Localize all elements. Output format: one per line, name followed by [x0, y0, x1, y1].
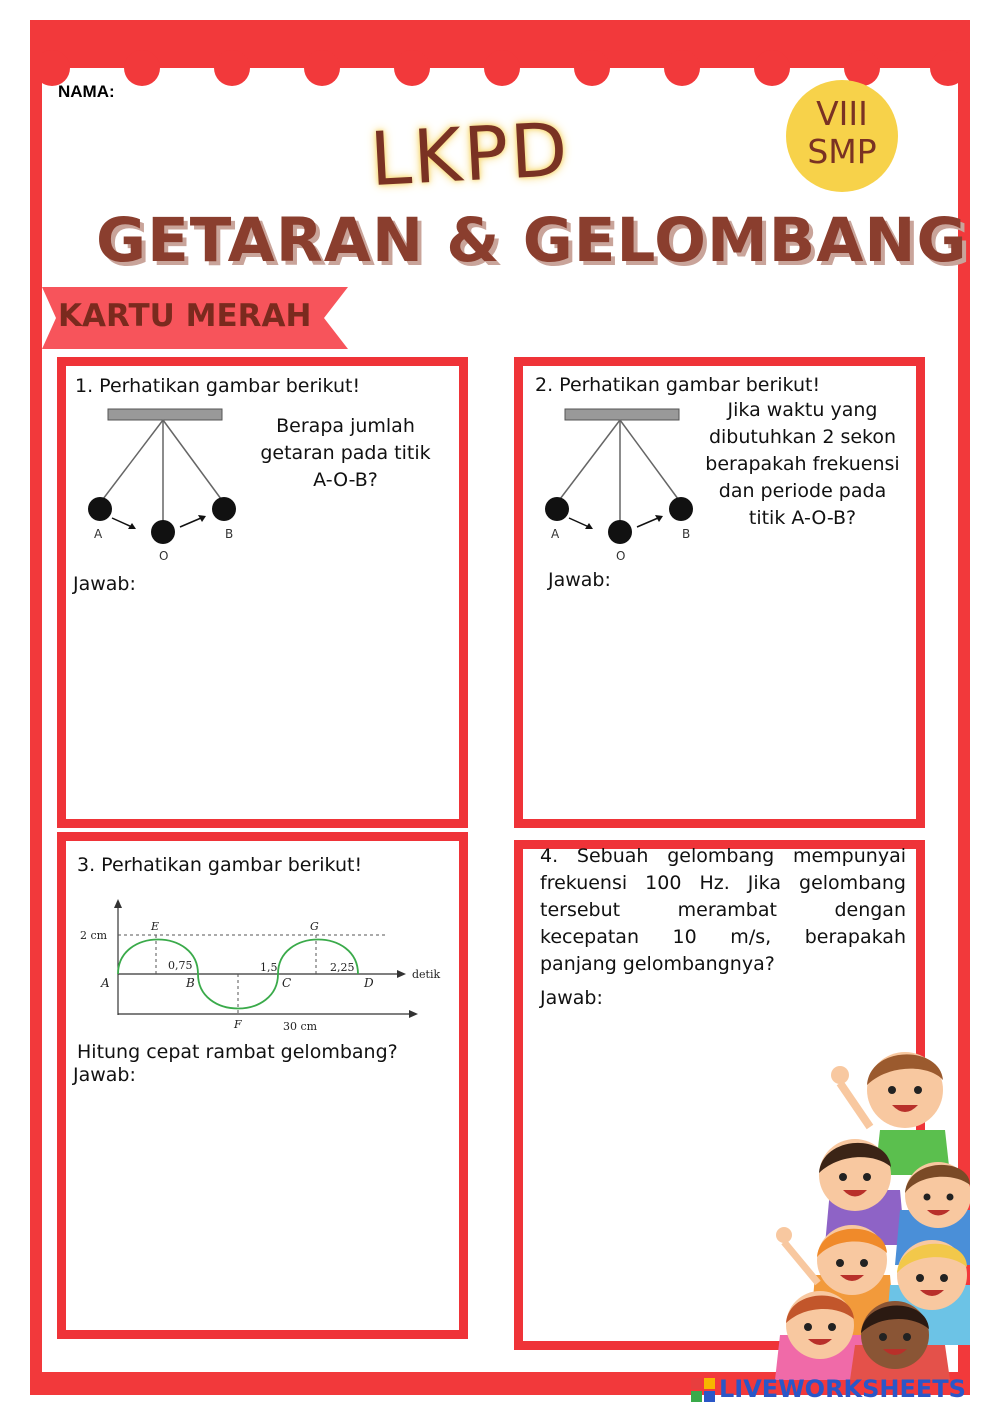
pendulum-figure-1 — [88, 405, 248, 565]
q1-question: Berapa jumlah getaran pada titik A-O-B? — [260, 415, 431, 491]
wave-graph — [78, 893, 448, 1043]
tick-label-3: 2,25 — [330, 961, 355, 974]
grade-badge — [786, 80, 898, 192]
q2-intro: 2. Perhatikan gambar berikut! — [535, 374, 821, 396]
tick-label-2: 1,5 — [260, 961, 278, 974]
pendulum-figure-2 — [545, 405, 705, 565]
q2-question: Jika waktu yang dibutuhkan 2 sekon berapakah frekuensi dan periode pada titik A-O-B? — [705, 399, 900, 529]
liveworksheets-logo-icon — [691, 1378, 715, 1402]
pendulum-label-o: O — [616, 549, 626, 563]
amplitude-label: 2 cm — [80, 929, 108, 942]
point-a-label: A — [101, 976, 110, 990]
q3-question: Hitung cepat rambat gelombang? — [77, 1041, 398, 1063]
pendulum-label-a: A — [551, 527, 560, 541]
watermark-text: LIVEWORKSHEETS — [719, 1375, 966, 1403]
point-f-label: F — [234, 1018, 242, 1031]
point-g-label: G — [310, 920, 319, 933]
q3-intro: 3. Perhatikan gambar berikut! — [77, 854, 363, 876]
q1-intro: 1. Perhatikan gambar berikut! — [75, 375, 361, 397]
point-e-label: E — [151, 920, 160, 933]
axis-label: detik — [412, 968, 441, 981]
point-b-label: B — [186, 976, 195, 990]
q3-answer-label: Jawab: — [73, 1064, 136, 1086]
q4-answer-label: Jawab: — [540, 987, 603, 1009]
pendulum-label-b: B — [682, 527, 691, 541]
q1-answer-label: Jawab: — [73, 573, 136, 595]
name-label: NAMA: — [58, 82, 115, 101]
children-illustration — [770, 1035, 970, 1380]
pendulum-label-b: B — [225, 527, 234, 541]
q4-question: 4. Sebuah gelombang mempunyai frekuensi 100 Hz. Jika gelombang tersebut merambat dengan kecepatan 10 m/s, berapakah panjang gelombangnya? — [540, 845, 906, 975]
badge-grade: VIII — [816, 94, 868, 133]
point-d-label: D — [364, 976, 374, 990]
pendulum-label-o: O — [159, 549, 169, 563]
page-title: LKPD — [367, 106, 572, 204]
section-title: KARTU MERAH — [58, 298, 312, 334]
tick-label-1: 0,75 — [168, 959, 193, 972]
q2-answer-label: Jawab: — [548, 569, 611, 591]
badge-level: SMP — [807, 132, 877, 171]
pendulum-label-a: A — [94, 527, 103, 541]
page-subtitle: GETARAN & GELOMBANG — [96, 205, 968, 276]
length-label: 30 cm — [283, 1020, 318, 1033]
point-c-label: C — [282, 976, 292, 990]
